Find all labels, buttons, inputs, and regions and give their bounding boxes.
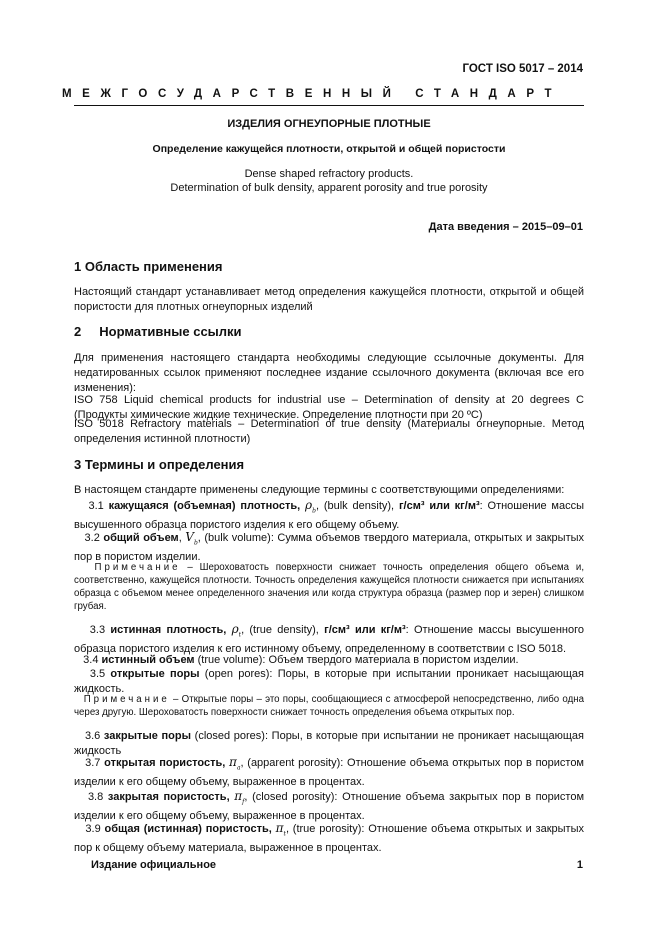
term-3-8-definition: , (closed porosity): Отношение объема закрытых пор в пористом изделии к его общему объему, выраженное в процентах. [74,791,585,823]
term-3-2-definition: , (bulk volume): Сумма объемов твердого материала, открытых и закрытых пор в пористом изделии. [74,532,585,564]
term-3-9-number: 3.9 [85,823,101,835]
note-2-label: Примечание [83,694,170,705]
term-3-2: 3.2 общий объем, $V_b$, (bulk volume): Сумма объемов твердого материала, открытых и закрытых пор в пористом изделии. [74,530,585,564]
term-3-3-term: истинная плотность, [110,624,227,636]
bulk-density-symbol: $\rho_b$ [305,498,316,515]
title-ru: ИЗДЕЛИЯ ОГНЕУПОРНЫЕ ПЛОТНЫЕ [227,118,431,130]
interstate-standard-banner: МЕЖГОСУДАРСТВЕННЫЙ СТАНДАРТ [62,88,563,100]
term-3-7-term: открытая пористость, [104,757,226,769]
term-3-8 [74,789,584,824]
term-3-1-number: 3.1 [88,500,104,512]
term-3-9-definition: , (true porosity): Отношение объема открытых и закрытых пор к общему объему материала, выраженное в процентах. [74,823,584,855]
note-1-label: Примечание [94,562,181,573]
note-1 [74,561,584,613]
note-2 [74,693,584,719]
term-3-9 [74,821,584,856]
section2-heading: 2 Нормативные ссылки [74,324,242,339]
term-3-1 [74,498,584,533]
gost-number: ГОСТ ISO 5017 – 2014 [462,63,583,75]
term-3-3-units: г/см³ или кг/м³ [324,624,406,636]
term-3-2-term: общий объем [103,532,179,544]
section3-intro: В настоящем стандарте применены следующие термины с соответствующими определениями: [74,484,565,496]
term-3-4-term: истинный объем [101,654,195,666]
term-3-1-definition: : Отношение массы высушенного образца пористого изделия к его общему объему. [74,500,584,532]
term-3-3-en: , (true density), [241,624,319,636]
true-density-symbol: $\rho_t$ [231,622,242,639]
term-3-1-units: г/см³ или кг/м³ [398,500,480,512]
title-en-line2: Determination of bulk density, apparent porosity and true porosity [170,182,488,194]
term-3-5-number: 3.5 [89,668,106,680]
term-3-5-term: открытые поры [110,668,200,680]
term-3-4-number: 3.4 [83,654,99,666]
true-porosity-symbol: $\pi_t$ [275,821,286,838]
section3-heading: 3 Термины и определения [74,457,245,472]
term-3-7-definition: , (apparent porosity): Отношение объема открытых пор в пористом изделии к его общему объему, выраженное в процентах. [74,757,584,789]
term-3-7-number: 3.7 [85,757,101,769]
term-3-4-definition: (true volume): Объем твердого материала в пористом изделии. [194,654,519,666]
term-3-8-number: 3.8 [87,791,104,803]
term-3-3-number: 3.3 [89,624,106,636]
introduction-date: Дата введения – 2015–09–01 [428,221,583,233]
section1-heading: 1 Область применения [74,259,223,274]
term-3-1-en: , (bulk density), [315,500,395,512]
subtitle-ru: Определение кажущейся плотности, открытой и общей пористости [152,143,506,155]
term-3-9-term: общая (истинная) пористость, [104,823,272,835]
term-3-1-term: кажущаяся (объемная) плотность, [108,500,301,512]
section1-text [74,285,584,315]
term-3-6-definition: (closed pores): Поры, в которые при испытании не проникает насыщающая жидкость [74,730,584,757]
term-3-6-number: 3.6 [84,730,101,742]
term-3-5-definition: (open pores): Поры, в которые при испытании проникает насыщающая жидкость. [74,668,584,695]
term-3-3-definition: : Отношение массы высушенного образца пористого изделия к его истинному объему, определенному в соответствии с ISO 5018. [74,624,585,656]
header-rule [74,105,584,106]
page-number: 1 [576,859,583,871]
term-3-7 [74,755,584,790]
section2-ref1: ISO 758 Liquid chemical products for industrial use – Determination of density at 20 degrees C (Продукты химические жидкие технические. Определение плотности при 20 ºC) [74,394,584,421]
note-2-text: – Открытые поры – это поры, сообщающиеся с атмосферой непосредственно, либо одна через другую. Шероховатость поверхности снижает точность определения объема открытых пор. [74,694,584,718]
section1-text-content: Настоящий стандарт устанавливает метод определения кажущейся плотности, открытой и общей пористости для плотных огнеупорных изделий [74,286,584,313]
term-3-6-term: закрытые поры [103,730,192,742]
term-3-8-term: закрытая пористость, [107,791,230,803]
footer-edition: Издание официальное [91,859,217,871]
closed-porosity-symbol: $\pi_f$ [234,789,245,806]
section2-intro: Для применения настоящего стандарта необходимы следующие ссылочные документы. Для недатированных ссылок применяют последнее издание ссылочного документа (включая все его изменения): [74,352,584,394]
term-3-4 [74,653,584,668]
term-3-2-number: 3.2 [84,532,100,544]
note-1-text: – Шероховатость поверхности снижает точность определения общего объема и, соответственно, кажущейся плотности. Точность определения кажущейся плотности снижается при испытаниях образца с объемом менее определенного значения или когда структура образца (размер пор и зерен) слишком грубая. [74,562,585,612]
apparent-porosity-symbol: $\pi_a$ [229,755,241,772]
section2-ref2: ISO 5018 Refractory materials – Determination of true density (Материалы огнеупорные. Метод определения истинной плотности) [74,418,584,445]
title-en-line1: Dense shaped refractory products. [244,168,414,180]
bulk-volume-symbol: $V_b$ [185,530,198,547]
